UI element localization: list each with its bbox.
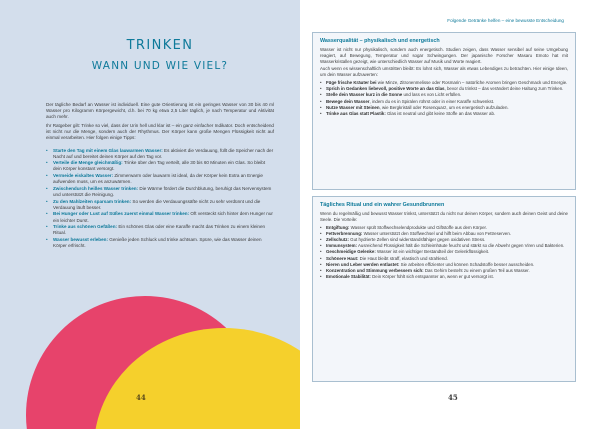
item-heading: Entgiftung: (326, 224, 350, 230)
list-item (320, 92, 568, 98)
item-text: Das Gehirn besteht zu einem großen Teil aus Wasser. (423, 267, 530, 273)
tip-heading: Verteile die Menge gleichmäßig: (53, 160, 123, 166)
intro-paragraph-2: Ihr Ratgeber gilt: Trinke so viel, dass der Urin hell und klar ist – ein ganz einfacher Indikator. Doch entscheidend ist nicht nur die Menge, sondern auch der Rhythmus. Der Körper kann große Mengen Flüssigkeit nicht auf einmal verarbeiten. Hier folgen einige Tipps: (46, 123, 274, 141)
list-item (320, 249, 568, 255)
list-item (46, 224, 274, 236)
left-page-content (46, 38, 274, 250)
box-list (320, 80, 568, 117)
item-heading: Sprich in Gedanken liebevoll, positive Worte an das Glas (326, 86, 445, 92)
tip-heading: Trinke aus schönen Gefäßen: (53, 224, 118, 230)
list-item (46, 173, 274, 185)
item-text: Dein Körper fühlt sich entspannter an, wenn er gut versorgt ist. (370, 274, 494, 280)
box-title: Tägliches Ritual und ein wahrer Gesundbrunnen (320, 202, 445, 208)
list-item (46, 148, 274, 160)
list-item (320, 268, 568, 274)
page-number-right: 45 (448, 393, 458, 402)
tip-text: Zimmerwarm oder lauwarm ist ideal, da der Körper kein Extra an Energie aufwenden muss, um es anzuwärmen. (53, 173, 263, 185)
box-paragraph-1: Wenn du regelmäßig und bewusst Wasser trinkst, unterstützt du nicht nur deinen Körper, sondern auch deinen Geist und deine Seele. Die Vorteile: (320, 211, 568, 222)
item-text: , bevor du trinkst – das verändert deine Haltung zum Trinken. (444, 86, 564, 92)
tip-heading: Zwischendurch heißes Wasser trinken: (53, 185, 139, 191)
info-box-daily-ritual (312, 196, 576, 382)
item-heading: Konzentration und Stimmung verbessern sich: (326, 267, 424, 273)
list-item (46, 199, 274, 211)
tip-heading: Starte den Tag mit einem Glas lauwarmen Wasser: (53, 147, 163, 153)
item-text: Sie arbeiten effizienter und können Schadstoffe besser ausscheiden. (399, 261, 535, 267)
list-item (320, 237, 568, 243)
item-text: Glas ist neutral und gibt keine Stoffe an das Wasser ab. (385, 110, 496, 116)
tip-heading: Zu den Mahlzeiten sparsam trinken: (53, 198, 132, 204)
tip-heading: Bei Hunger oder Lust auf Süßes zuerst einmal Wasser trinken: (53, 211, 190, 217)
item-heading: Füge frische Kräuter bei (326, 79, 377, 85)
intro-paragraph-1: Der tägliche Bedarf an Wasser ist individuell. Eine gute Orientierung ist ein geringes Wasser von 30 bis 40 ml Wasser pro Kilogramm Körpergewicht, d.h. bei 70 kg etwa 2,5 Liter täglich, je nach Temperatur und Aktivität auch mehr. (46, 102, 274, 120)
info-box-water-quality (312, 32, 576, 190)
list-item (320, 262, 568, 268)
tip-text: Oft versteckt sich hinter dem Hunger nur ein leichter Durst. (53, 211, 273, 223)
item-heading: Fettverbrennung: (326, 230, 363, 236)
list-item (46, 237, 274, 249)
item-text: Gut hydrierte Zellen sind widerstandsfähiger gegen oxidativen Stress. (348, 236, 486, 242)
running-header: Folgende Getränke helfen – eine bewusste Entscheidung (447, 18, 564, 23)
item-text: wie Minze, Zitronenmelisse oder Rosmarin – natürliche Aromen bringen Geschmack und Energie. (376, 79, 568, 85)
item-heading: Trinke aus Glas statt Plastik: (326, 110, 386, 116)
list-item (320, 256, 568, 262)
tip-text: Es aktiviert die Verdauung, füllt die Speicher nach der Nacht auf und bereitet deinen Körper auf den Tag vor. (53, 147, 274, 159)
tip-heading: Vermeide eiskaltes Wasser: (53, 173, 114, 179)
list-item (320, 111, 568, 117)
item-heading: Geschmeidige Gelenke: (326, 249, 376, 255)
item-heading: Emotionale Stabilität: (326, 274, 371, 280)
list-item (320, 243, 568, 249)
item-text: Wasser ist ein wichtiger Bestandteil der Gelenkflüssigkeit. (375, 249, 490, 255)
page-subtitle: WANN UND WIE VIEL? (91, 60, 229, 72)
box-paragraph-1: Wasser ist nicht nur physikalisch, sondern auch energetisch. Studien zeigen, dass Wasser sensibel auf seine Umgebung reagiert, auf Bewegung, Temperatur und sogar Schwingungen. Der japanische Forscher Masaru Emoto hat mit Wasserkristallen gezeigt, wie unterschiedlich Wasser auf Musik und Worte reagiert. (320, 47, 568, 64)
tips-list (46, 148, 274, 250)
box-list (320, 225, 568, 280)
item-heading: Nieren und Leber werden entlastet: (326, 261, 400, 267)
list-item (46, 160, 274, 172)
tip-text: So werden die Verdauungssäfte nicht zu sehr verdünnt und die Verdauung läuft besser. (53, 198, 261, 210)
tip-text: Genieße jeden Schluck und trinke achtsam. Spüre, wie das Wasser deinen Körper erfrischt. (53, 237, 262, 249)
list-item (320, 231, 568, 237)
item-text: , indem du es in Spiralen rührst oder in einer Karaffe schwenkst. (369, 98, 495, 104)
tip-text: Trinke über den Tag verteilt, alle 30 bis 60 Minuten ein Glas. So bleibt dein Körper konstant versorgt. (53, 160, 266, 172)
item-text: , wie Bergkristall oder Rosenquarz, um es energetisch aufzuladen. (379, 104, 509, 110)
box-title: Wasserqualität – physikalisch und energetisch (320, 38, 440, 44)
tip-heading: Wasser bewusst erleben: (53, 237, 108, 243)
item-text: Wasser spült Stoffwechselendprodukte und Giftstoffe aus dem Körper. (349, 224, 487, 230)
item-text: Ausreichend Flüssigkeit hält die Schleimhäute feucht und stärkt so die Abwehr gegen Viren und Bakterien. (357, 243, 565, 249)
item-text: Wasser unterstützt den Stoffwechsel und hilft beim Abbau von Fettreserven. (362, 230, 511, 236)
item-text: und lass es von Licht erfüllen. (402, 92, 462, 98)
list-item (46, 186, 274, 198)
right-page (300, 0, 600, 429)
item-heading: Stelle dein Wasser kurz in die Sonne (326, 92, 403, 98)
list-item (320, 86, 568, 92)
item-heading: Schönere Haut: (326, 255, 359, 261)
tip-text: Ein schönes Glas oder eine Karaffe macht das Trinken zu einem kleinen Ritual. (53, 224, 266, 236)
item-heading: Nutze Wasser mit Steinen (326, 104, 380, 110)
box-paragraph-2: Auch wenn es wissenschaftlich umstritten bleibt: Es lohnt sich, Wasser als etwas Lebendiges zu betrachten. Hier einige Ideen, um dein Wasser aufzuwerten: (320, 66, 568, 78)
page-number-left: 44 (136, 393, 146, 402)
list-item (320, 99, 568, 105)
item-text: Die Haut bleibt straff, elastisch und strahlend. (358, 255, 448, 261)
list-item (320, 105, 568, 111)
list-item (320, 274, 568, 280)
tip-text: Die Wärme fördert die Durchblutung, beruhigt das Nervensystem und unterstützt die Reinigung. (53, 185, 272, 197)
list-item (320, 80, 568, 86)
list-item (320, 225, 568, 231)
item-heading: Bewege dein Wasser (326, 98, 370, 104)
list-item (46, 211, 274, 223)
page-title: TRINKEN (126, 38, 194, 53)
item-heading: Zellschutz: (326, 236, 349, 242)
item-heading: Immunsystem: (326, 243, 357, 249)
